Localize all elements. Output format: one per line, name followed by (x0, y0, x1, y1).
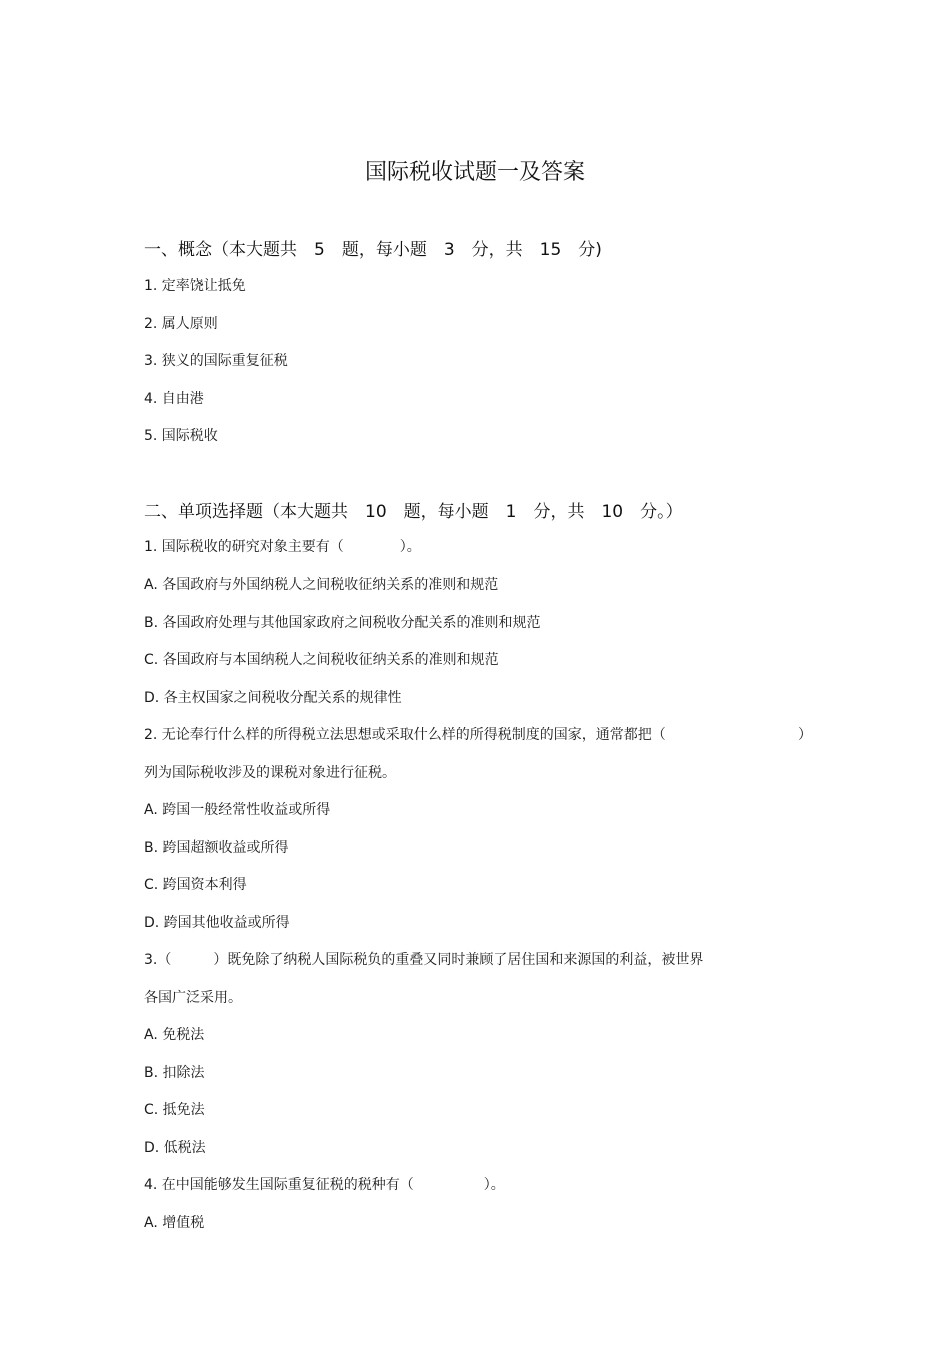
answer-option: D. 跨国其他收益或所得 (144, 915, 290, 931)
answer-option: D. 低税法 (144, 1140, 206, 1156)
concept-item: 2. 属人原则 (144, 316, 218, 332)
question-stem: 1. 国际税收的研究对象主要有（ ）。 (144, 539, 421, 555)
answer-option: C. 跨国资本利得 (144, 877, 247, 893)
document-title: 国际税收试题一及答案 (364, 160, 585, 185)
answer-option: C. 各国政府与本国纳税人之间税收征纳关系的准则和规范 (144, 652, 499, 668)
answer-option: A. 各国政府与外国纳税人之间税收征纳关系的准则和规范 (144, 577, 499, 593)
answer-option: C. 抵免法 (144, 1102, 205, 1118)
question-stem-continuation: 各国广泛采用。 (144, 990, 242, 1006)
question-stem-paren: ） (798, 727, 812, 743)
answer-option: A. 免税法 (144, 1027, 205, 1043)
section-heading-concepts: 一、概念（本大题共 5 题，每小题 3 分，共 15 分) (144, 240, 602, 260)
concept-item: 1. 定率饶让抵免 (144, 278, 246, 294)
concept-item: 3. 狭义的国际重复征税 (144, 353, 288, 369)
answer-option: A. 跨国一般经常性收益或所得 (144, 802, 331, 818)
concept-item: 4. 自由港 (144, 391, 204, 407)
question-stem: 4. 在中国能够发生国际重复征税的税种有（ ）。 (144, 1177, 505, 1193)
answer-option: B. 扣除法 (144, 1065, 205, 1081)
answer-option: D. 各主权国家之间税收分配关系的规律性 (144, 690, 402, 706)
concept-item: 5. 国际税收 (144, 428, 218, 444)
answer-option: B. 各国政府处理与其他国家政府之间税收分配关系的准则和规范 (144, 615, 541, 631)
question-stem: 3.（ ）既免除了纳税人国际税负的重叠又同时兼顾了居住国和来源国的利益，被世界 (144, 952, 704, 968)
question-stem-continuation: 列为国际税收涉及的课税对象进行征税。 (144, 765, 396, 781)
question-stem: 2. 无论奉行什么样的所得税立法思想或采取什么样的所得税制度的国家，通常都把（ (144, 727, 666, 743)
answer-option: A. 增值税 (144, 1215, 205, 1231)
answer-option: B. 跨国超额收益或所得 (144, 840, 289, 856)
section-heading-single-choice: 二、单项选择题（本大题共 10 题，每小题 1 分，共 10 分。） (144, 502, 683, 522)
